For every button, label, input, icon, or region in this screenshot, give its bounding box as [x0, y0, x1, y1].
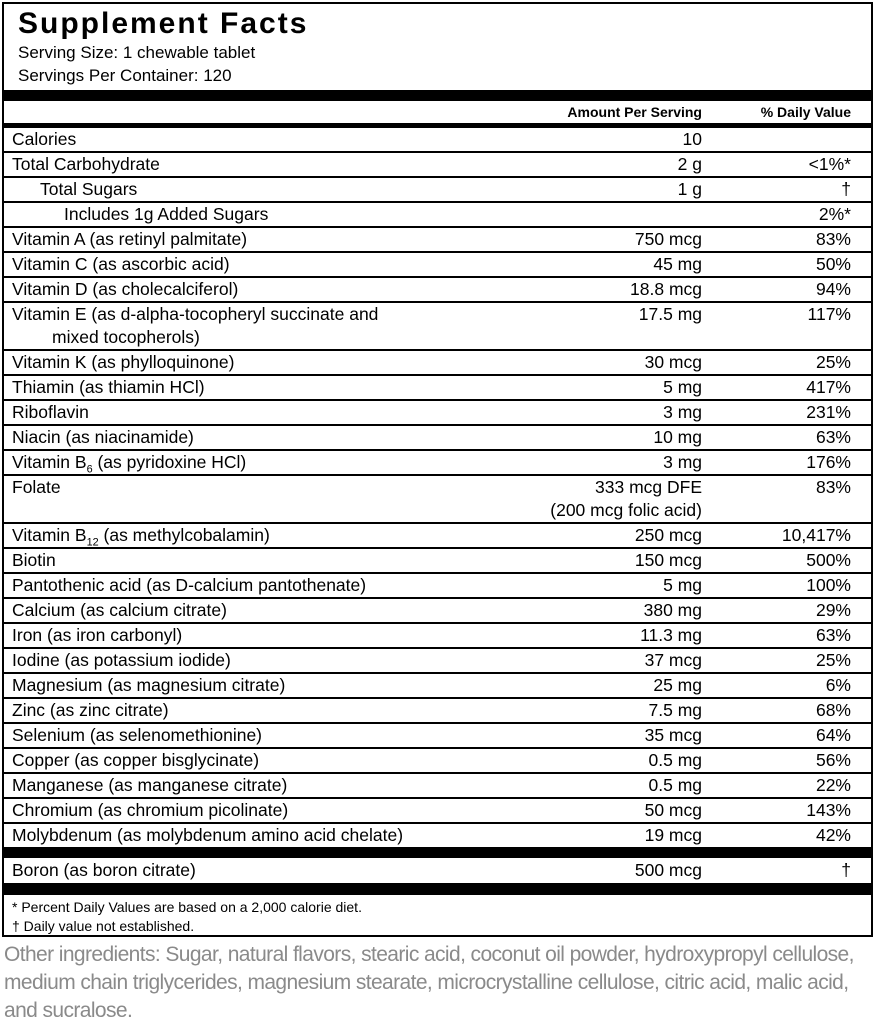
- nutrient-daily-value: 63%: [815, 427, 851, 447]
- table-row: [4, 426, 871, 451]
- other-ingredients-text: Other ingredients: Sugar, natural flavors, stearic acid, coconut oil powder, hydroxypropyl cellulose, medium chain triglycerides, magnesium stearate, microcrystalline cellulose, citric acid, malic acid, and sucralose.: [4, 943, 854, 1022]
- nutrient-daily-value: 42%: [815, 825, 851, 845]
- column-header-row: [4, 101, 871, 123]
- table-row: [4, 724, 871, 749]
- table-row: [4, 674, 871, 699]
- nutrient-name: Pantothenic acid (as D-calcium pantothenate): [12, 575, 367, 595]
- table-row: [4, 128, 871, 153]
- divider-bar-minerals-end: [4, 847, 871, 858]
- nutrient-amount: 10 mg: [653, 427, 702, 447]
- nutrient-amount: 5 mg: [663, 575, 702, 595]
- table-row: [4, 574, 871, 599]
- table-row: [4, 376, 871, 401]
- nutrient-name: Iodine (as potassium iodide): [12, 650, 231, 670]
- nutrient-amount: 150 mcg: [634, 550, 702, 570]
- nutrient-amount: 11.3 mg: [640, 625, 702, 645]
- nutrient-daily-value: 64%: [815, 725, 851, 745]
- table-row: [4, 774, 871, 799]
- nutrient-daily-value: 10,417%: [781, 525, 851, 545]
- nutrient-name: Vitamin $B_6$ (as pyridoxine HCl): [12, 452, 247, 476]
- nutrient-name: Manganese (as manganese citrate): [12, 775, 288, 795]
- nutrient-name: Copper (as copper bisglycinate): [12, 750, 260, 770]
- nutrient-daily-value: 63%: [815, 625, 851, 645]
- nutrient-daily-value: 56%: [815, 750, 851, 770]
- nutrient-name: Molybdenum (as molybdenum amino acid chelate): [12, 825, 404, 845]
- table-row: [4, 799, 871, 824]
- nutrient-amount: 1 g: [677, 179, 702, 199]
- nutrient-name: Vitamin A (as retinyl palmitate): [12, 229, 248, 249]
- table-row: [4, 228, 871, 253]
- nutrient-daily-value: 83%: [815, 477, 851, 497]
- nutrient-daily-value: †: [841, 860, 851, 880]
- nutrient-name: Thiamin (as thiamin HCl): [12, 377, 205, 397]
- nutrient-name: Zinc (as zinc citrate): [12, 700, 169, 720]
- nutrient-amount: 17.5 mg: [638, 304, 702, 324]
- footnotes: [4, 895, 871, 936]
- nutrient-amount: 19 mcg: [644, 825, 702, 845]
- nutrient-name: Biotin: [12, 550, 56, 570]
- nutrient-daily-value: 50%: [815, 254, 851, 274]
- nutrient-daily-value: 2%*: [818, 204, 851, 224]
- nutrient-daily-value: 231%: [806, 402, 851, 422]
- nutrient-name: Iron (as iron carbonyl): [12, 625, 183, 645]
- nutrient-daily-value: 6%: [825, 675, 851, 695]
- panel-title: Supplement Facts: [18, 7, 309, 40]
- nutrient-amount: 250 mcg: [634, 525, 702, 545]
- nutrient-amount: 333 mcg DFE (200 mcg folic acid): [550, 477, 702, 520]
- column-header-amount: Amount Per Serving: [567, 104, 702, 120]
- nutrient-daily-value: 68%: [815, 700, 851, 720]
- nutrient-name: Vitamin E (as d-alpha-tocopheryl succinate and mixed tocopherols): [12, 304, 379, 347]
- table-row: [4, 153, 871, 178]
- footnote-dagger: † Daily value not established.: [12, 918, 195, 934]
- nutrient-daily-value: 22%: [815, 775, 851, 795]
- nutrient-amount: 37 mcg: [644, 650, 702, 670]
- nutrient-amount: 380 mg: [643, 600, 702, 620]
- table-row: [4, 599, 871, 624]
- nutrient-amount: 3 mg: [663, 402, 702, 422]
- nutrient-amount: 30 mcg: [644, 352, 702, 372]
- table-row: [4, 824, 871, 847]
- nutrient-daily-value: 417%: [806, 377, 851, 397]
- table-row: [4, 524, 871, 549]
- nutrient-daily-value: 83%: [815, 229, 851, 249]
- nutrient-amount: 25 mg: [653, 675, 702, 695]
- nutrient-name: Chromium (as chromium picolinate): [12, 800, 289, 820]
- nutrient-amount: 500 mcg: [634, 860, 702, 880]
- table-row: [4, 858, 871, 883]
- nutrient-amount: 0.5 mg: [648, 750, 702, 770]
- nutrient-name: Total Carbohydrate: [12, 154, 160, 174]
- table-row: [4, 278, 871, 303]
- table-row: [4, 749, 871, 774]
- footnote-percent-dv: * Percent Daily Values are based on a 2,000 calorie diet.: [12, 899, 362, 915]
- nutrient-name: Folate: [12, 477, 61, 497]
- table-row: [4, 351, 871, 376]
- facts-rows: [4, 128, 871, 847]
- supplement-facts-panel: [2, 2, 873, 937]
- nutrient-daily-value: 100%: [806, 575, 851, 595]
- nutrient-name: Riboflavin: [12, 402, 89, 422]
- table-row: [4, 549, 871, 574]
- serving-size: Serving Size: 1 chewable tablet: [18, 43, 256, 62]
- nutrient-amount: 35 mcg: [644, 725, 702, 745]
- table-row: [4, 303, 871, 351]
- nutrient-amount: 0.5 mg: [648, 775, 702, 795]
- nutrient-name: Vitamin D (as cholecalciferol): [12, 279, 239, 299]
- table-row: [4, 649, 871, 674]
- nutrient-amount: 3 mg: [663, 452, 702, 472]
- nutrient-amount: 750 mcg: [634, 229, 702, 249]
- nutrient-amount: 45 mg: [653, 254, 702, 274]
- table-row: [4, 624, 871, 649]
- table-row: [4, 253, 871, 278]
- nutrient-name: Magnesium (as magnesium citrate): [12, 675, 286, 695]
- nutrient-name: Niacin (as niacinamide): [12, 427, 194, 447]
- boron-section: [4, 858, 871, 883]
- nutrient-amount: 10: [682, 129, 702, 149]
- nutrient-daily-value: 25%: [815, 352, 851, 372]
- nutrient-name: Includes 1g Added Sugars: [64, 204, 269, 224]
- nutrient-daily-value: <1%*: [808, 154, 851, 174]
- nutrient-daily-value: 500%: [806, 550, 851, 570]
- servings-per-container: Servings Per Container: 120: [18, 66, 232, 85]
- nutrient-daily-value: 117%: [807, 304, 851, 324]
- nutrient-name: Vitamin K (as phylloquinone): [12, 352, 235, 372]
- divider-bar-top: [4, 90, 871, 101]
- table-row: [4, 699, 871, 724]
- nutrient-daily-value: †: [841, 179, 851, 199]
- nutrient-name: Selenium (as selenomethionine): [12, 725, 262, 745]
- nutrient-name: Vitamin C (as ascorbic acid): [12, 254, 230, 274]
- nutrient-amount: 5 mg: [663, 377, 702, 397]
- nutrient-amount: 2 g: [677, 154, 702, 174]
- nutrient-amount: 7.5 mg: [648, 700, 702, 720]
- nutrient-name: Total Sugars: [40, 179, 138, 199]
- nutrient-daily-value: 25%: [815, 650, 851, 670]
- nutrient-daily-value: 29%: [815, 600, 851, 620]
- nutrient-name: Vitamin $B_{12}$ (as methylcobalamin): [12, 525, 270, 549]
- nutrient-amount: 18.8 mcg: [630, 279, 702, 299]
- nutrient-name: Calories: [12, 129, 77, 149]
- nutrient-daily-value: 94%: [815, 279, 851, 299]
- column-header-daily-value: % Daily Value: [760, 104, 851, 120]
- nutrient-daily-value: 176%: [806, 452, 851, 472]
- divider-bar-bottom: [4, 883, 871, 895]
- table-row: [4, 178, 871, 203]
- nutrient-amount: 50 mcg: [644, 800, 702, 820]
- nutrient-name: Calcium (as calcium citrate): [12, 600, 227, 620]
- table-row: [4, 401, 871, 426]
- table-row: [4, 476, 871, 524]
- table-row: [4, 203, 871, 228]
- table-row: [4, 451, 871, 476]
- nutrient-name: Boron (as boron citrate): [12, 860, 196, 880]
- nutrient-daily-value: 143%: [806, 800, 851, 820]
